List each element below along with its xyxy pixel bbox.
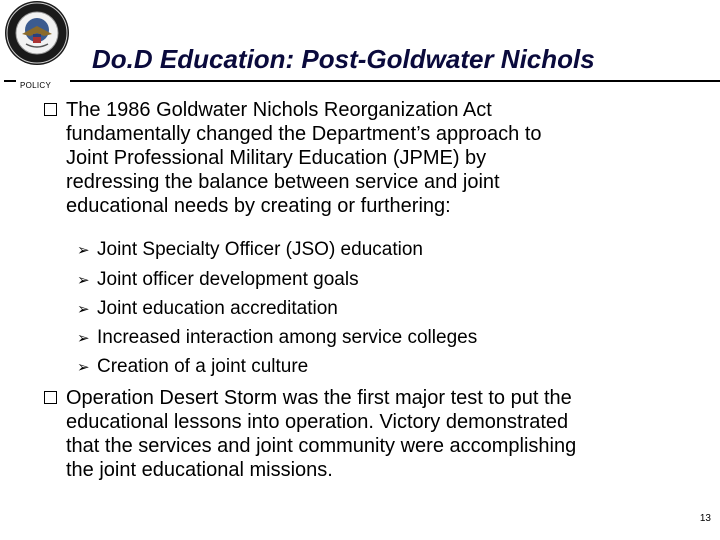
- sub-item-label: Joint education accreditation: [97, 298, 338, 319]
- bullet-2-line-2: educational lessons into operation. Victory demonstrated: [66, 411, 569, 433]
- sub-item-label: Joint Specialty Officer (JSO) education: [97, 239, 423, 260]
- page-title: Do.D Education: Post-Goldwater Nichols: [92, 44, 595, 74]
- bullet-1-line-2: fundamentally changed the Department’s approach to: [66, 123, 542, 145]
- arrow-bullet-icon: ➢: [77, 300, 90, 318]
- bullet-2-line-1: Operation Desert Storm was the first major test to put the: [66, 387, 572, 409]
- sub-item-label: Increased interaction among service colleges: [97, 327, 478, 348]
- sub-item-1: [77, 238, 677, 262]
- bullet-1-line-4: redressing the balance between service and joint: [66, 171, 500, 193]
- bullet-1-line-5: educational needs by creating or furthering:: [66, 195, 451, 217]
- page-number: 13: [699, 513, 711, 524]
- sub-item-label: Creation of a joint culture: [97, 356, 309, 377]
- sub-item-2: [77, 268, 677, 292]
- bullet-1-line-1: The 1986 Goldwater Nichols Reorganization Act: [66, 99, 492, 121]
- arrow-bullet-icon: ➢: [77, 329, 90, 347]
- policy-label: POLICY: [20, 81, 52, 90]
- arrow-bullet-icon: ➢: [77, 358, 90, 376]
- arrow-bullet-icon: ➢: [77, 271, 90, 289]
- sub-item-label: Joint officer development goals: [97, 269, 359, 290]
- bullet-2-line-4: the joint educational missions.: [66, 459, 333, 481]
- sub-item-4: [77, 326, 677, 350]
- bullet-item-2: [44, 386, 694, 482]
- checkbox-bullet-icon: [44, 103, 57, 116]
- sub-item-3: [77, 297, 677, 321]
- checkbox-bullet-icon: [44, 391, 57, 404]
- header-divider: [70, 80, 720, 82]
- bullet-item-1: [44, 98, 694, 218]
- header-divider-left: [4, 80, 16, 82]
- bullet-1-line-3: Joint Professional Military Education (JPME) by: [66, 147, 487, 169]
- bullet-2-line-3: that the services and joint community were accomplishing: [66, 435, 577, 457]
- sub-item-5: [77, 355, 677, 379]
- arrow-bullet-icon: ➢: [77, 241, 90, 259]
- dod-seal-icon: [4, 0, 70, 66]
